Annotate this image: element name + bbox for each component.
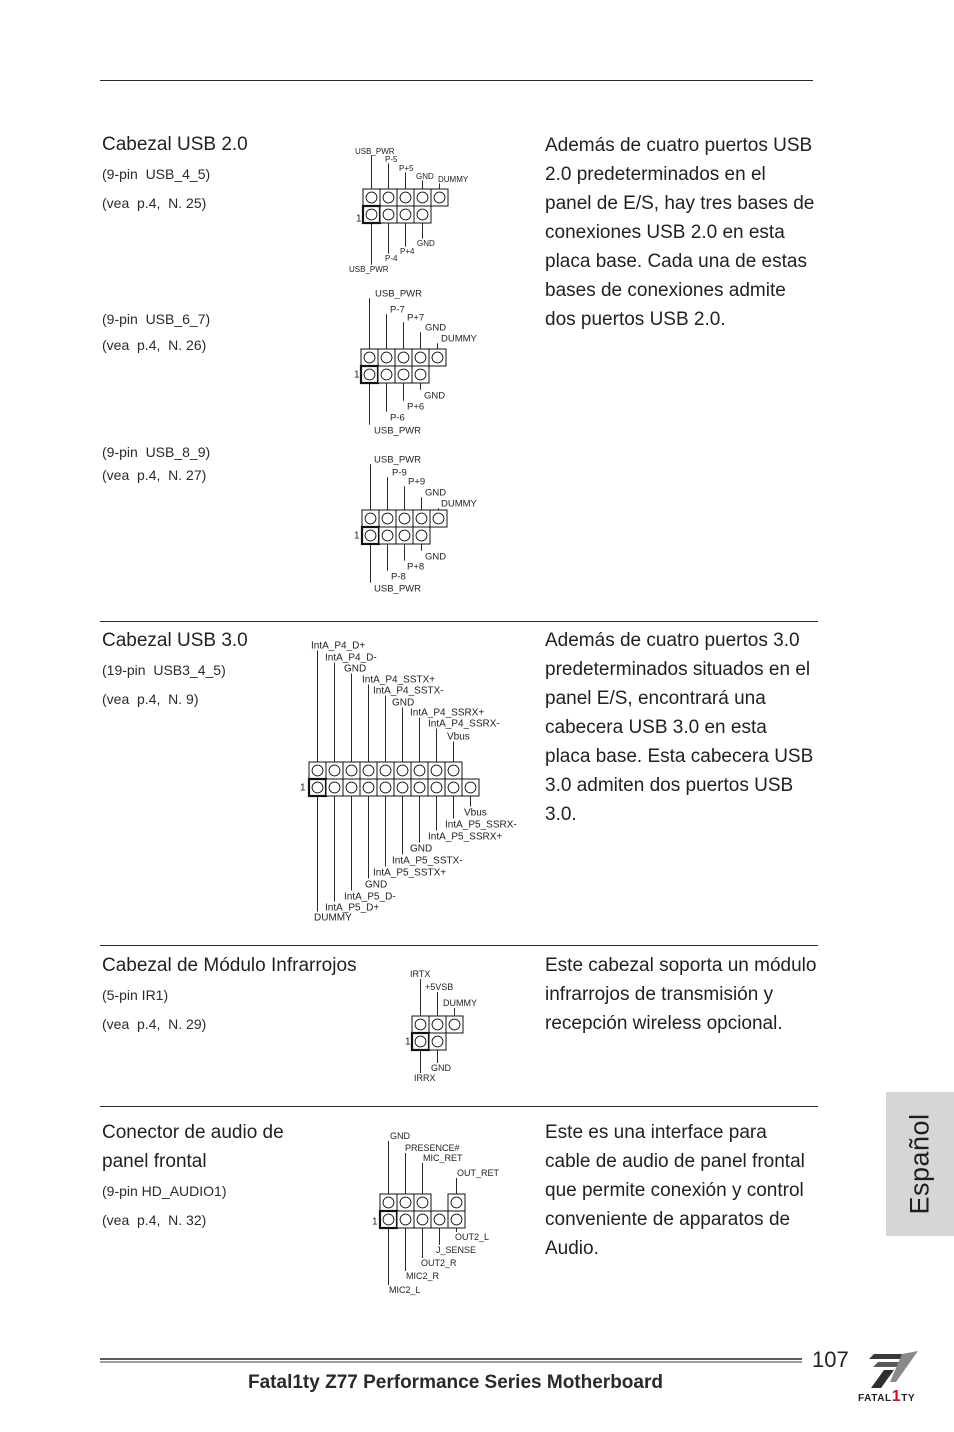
logo-wordmark-right: TY (901, 1393, 916, 1404)
pin-label: GND (390, 1131, 410, 1142)
pin (380, 1194, 397, 1211)
pin (429, 349, 446, 366)
pin-label: USB_PWR (374, 454, 421, 466)
pin-label: OUT2_L (455, 1232, 490, 1243)
usb2-header-2-ref: (vea p.4, N. 26) (102, 337, 207, 353)
pin (413, 527, 430, 544)
pin-label: DUMMY (438, 174, 469, 184)
pin (326, 779, 343, 796)
description-line: 3.0 admiten dos puertos USB (545, 775, 794, 796)
pin (428, 762, 445, 779)
pin (397, 1194, 414, 1211)
pin-label: IntA_P5_SSRX+ (428, 831, 503, 843)
pin-1 (361, 366, 378, 383)
pin-label: GND (424, 390, 446, 402)
pin (430, 510, 447, 527)
pin-1 (362, 527, 379, 544)
pin-label: P+6 (407, 401, 425, 413)
pin (380, 206, 397, 223)
pin (362, 510, 379, 527)
pin (343, 779, 360, 796)
usb3-pins: (19-pin USB3_4_5) (102, 662, 226, 678)
usb3-title: Cabezal USB 3.0 (102, 630, 248, 651)
pin (396, 510, 413, 527)
pin (411, 762, 428, 779)
pin-label: P+5 (399, 163, 414, 173)
pin (429, 1016, 446, 1033)
usb3-ref: (vea p.4, N. 9) (102, 691, 199, 707)
audio-title-line-1: Conector de audio de (102, 1122, 284, 1143)
pin-label: Vbus (447, 731, 470, 743)
description-line: dos puertos USB 2.0. (545, 309, 726, 330)
description-line: conexiones USB 2.0 en esta (545, 222, 785, 243)
description-line: placa base. Esta cabecera USB (545, 746, 814, 767)
pin-label: IntA_P4_D- (325, 652, 377, 664)
description-line: infrarrojos de transmisión y (545, 984, 774, 1005)
description-line: panel de E/S, hay tres bases de (545, 193, 815, 214)
pin-label: P-5 (385, 154, 398, 164)
pin-1-marker: 1 (354, 530, 360, 542)
pin (414, 189, 431, 206)
description-line: Además de cuatro puertos 3.0 (545, 630, 800, 651)
pin (309, 762, 326, 779)
pin-1 (309, 779, 326, 796)
pin (445, 762, 462, 779)
pin-label: DUMMY (314, 912, 352, 924)
pin-label: GND (416, 171, 434, 181)
pin-label: P+9 (408, 476, 426, 488)
fatal1ty-logo (852, 1348, 936, 1408)
footer-rule (100, 1358, 802, 1363)
language-tab (886, 1092, 954, 1236)
description-line: Este es una interface para (545, 1122, 767, 1143)
pin (446, 1016, 463, 1033)
pin-label: MIC2_L (389, 1285, 421, 1296)
pin (361, 349, 378, 366)
pin-label: GND (365, 879, 388, 891)
pin (380, 189, 397, 206)
pin (412, 366, 429, 383)
pin (397, 1211, 414, 1228)
usb2-header-1-pins: (9-pin USB_4_5) (102, 166, 211, 182)
pin-label: +5VSB (425, 982, 454, 993)
description-line: panel E/S, encontrará una (545, 688, 766, 709)
pin (360, 762, 377, 779)
pin-label: GND (425, 322, 447, 334)
pin-label: DUMMY (441, 498, 477, 510)
pin-label: GND (431, 1063, 451, 1074)
pin (395, 349, 412, 366)
pin (394, 779, 411, 796)
pin (429, 1033, 446, 1050)
pin-label: USB_PWR (375, 288, 422, 300)
pin-label: P-9 (392, 467, 407, 479)
pin-label: P-8 (391, 571, 406, 583)
description-line: 2.0 predeterminados en el (545, 164, 766, 185)
pin-label: GND (417, 238, 435, 248)
pin (397, 189, 414, 206)
pin-label: USB_PWR (374, 425, 421, 437)
pin-1-marker: 1 (354, 369, 360, 381)
pin (378, 349, 395, 366)
pin (326, 762, 343, 779)
pin-label: IntA_P4_SSRX- (428, 718, 500, 730)
pin (431, 189, 448, 206)
pin (414, 206, 431, 223)
pin (412, 1016, 429, 1033)
pin-1-marker: 1 (405, 1036, 411, 1048)
pin-label: P-6 (390, 412, 405, 424)
ir1-header-diagram (405, 969, 477, 1083)
pin-1-marker: 1 (372, 1216, 378, 1228)
pin-1 (380, 1211, 397, 1228)
pin-label: GND (425, 551, 447, 563)
pin-label: IntA_P4_D+ (311, 640, 366, 652)
pin-1 (412, 1033, 429, 1050)
description-line: placa base. Cada una de estas (545, 251, 807, 272)
pin-label: P+4 (400, 246, 415, 256)
description-line: recepción wireless opcional. (545, 1013, 783, 1034)
pin (360, 779, 377, 796)
logo-emblem-stem (871, 1370, 894, 1388)
language-tab-label: Español (904, 1113, 935, 1215)
pin-label: IntA_P5_D+ (325, 902, 380, 914)
pin-label: GND (392, 697, 415, 709)
ir-pins: (5-pin IR1) (102, 987, 169, 1003)
pin-1-marker: 1 (356, 213, 362, 225)
pin-label: IntA_P4_SSRX+ (410, 707, 485, 719)
audio-pins: (9-pin HD_AUDIO1) (102, 1183, 227, 1199)
pin-label: GND (410, 843, 433, 855)
description-line: conveniente de apparatos de (545, 1209, 791, 1230)
pin-label: MIC_RET (423, 1153, 463, 1164)
pin (379, 527, 396, 544)
pin-label: J_SENSE (436, 1245, 477, 1256)
pin (363, 189, 380, 206)
pin-label: DUMMY (441, 333, 477, 345)
pin-label: P-4 (385, 253, 398, 263)
description-line: predeterminados situados en el (545, 659, 811, 680)
pin-label: P+8 (407, 561, 425, 573)
description-line: cabecera USB 3.0 en esta (545, 717, 767, 738)
description-line: Audio. (545, 1238, 599, 1259)
pin-label: GND (425, 487, 447, 499)
pin-label: USB_PWR (355, 146, 395, 156)
pin-label: Vbus (464, 807, 487, 819)
pin (413, 510, 430, 527)
pin-label: GND (344, 663, 367, 675)
description-line: Este cabezal soporta un módulo (545, 955, 817, 976)
pin (343, 762, 360, 779)
pin (394, 762, 411, 779)
pin (397, 206, 414, 223)
pin (378, 366, 395, 383)
pin-label: DUMMY (443, 998, 477, 1009)
pin-label: IntA_P5_SSRX- (445, 819, 517, 831)
pin-label: IntA_P5_D- (344, 891, 396, 903)
pin (377, 762, 394, 779)
pin (396, 527, 413, 544)
pin (428, 779, 445, 796)
usb2-title: Cabezal USB 2.0 (102, 134, 248, 155)
pin-label: IntA_P4_SSTX- (373, 685, 444, 697)
logo-wordmark (858, 1388, 915, 1405)
pin (445, 779, 462, 796)
pin (414, 1194, 431, 1211)
description-line: Además de cuatro puertos USB (545, 135, 813, 156)
hd-audio1-header-diagram (372, 1131, 500, 1295)
pin (448, 1211, 465, 1228)
usb3-4-5-header-diagram (300, 641, 517, 924)
usb2-header-1-ref: (vea p.4, N. 25) (102, 195, 207, 211)
pin (448, 1194, 465, 1211)
pin-label: IRTX (410, 969, 431, 980)
description-line: cable de audio de panel frontal (545, 1151, 805, 1172)
pin (414, 1211, 431, 1228)
pin (379, 510, 396, 527)
pin (377, 779, 394, 796)
page-number: 107 (812, 1347, 849, 1372)
pin (462, 779, 479, 796)
description-line: que permite conexión y control (545, 1180, 804, 1201)
pin-1 (363, 206, 380, 223)
pin-label: IntA_P5_SSTX- (392, 855, 463, 867)
usb2-header-3-ref: (vea p.4, N. 27) (102, 467, 207, 483)
pin (411, 779, 428, 796)
pin (431, 1211, 448, 1228)
pin-label: OUT2_R (421, 1258, 457, 1269)
audio-ref: (vea p.4, N. 32) (102, 1212, 207, 1228)
usb2-header-3-pins: (9-pin USB_8_9) (102, 444, 211, 460)
pin-label: MIC2_R (406, 1271, 440, 1282)
audio-title-line-2: panel frontal (102, 1151, 207, 1172)
usb-8-9-header-diagram (354, 454, 478, 594)
logo-wordmark-one: 1 (891, 1388, 902, 1405)
pin-label: P-7 (390, 304, 405, 316)
pin-label: USB_PWR (349, 264, 389, 274)
pin (412, 349, 429, 366)
usb-4-5-header-diagram (349, 147, 469, 274)
pin-label: IntA_P5_SSTX+ (373, 867, 447, 879)
ir-title: Cabezal de Módulo Infrarrojos (102, 955, 357, 976)
pin-label: IntA_P4_SSTX+ (362, 674, 436, 686)
description-line: bases de conexiones admite (545, 280, 786, 301)
pin (395, 366, 412, 383)
ir-ref: (vea p.4, N. 29) (102, 1016, 207, 1032)
pin-1-marker: 1 (300, 782, 306, 794)
description-line: 3.0. (545, 804, 577, 825)
usb2-header-2-pins: (9-pin USB_6_7) (102, 311, 211, 327)
pin-label: OUT_RET (457, 1168, 500, 1179)
product-name: Fatal1ty Z77 Performance Series Motherboard (248, 1372, 663, 1393)
pin-label: P+7 (407, 312, 425, 324)
pin-label: PRESENCE# (405, 1143, 460, 1154)
pin-label: USB_PWR (374, 583, 421, 595)
pin-label: IRRX (414, 1073, 436, 1084)
logo-wordmark-left: FATAL (858, 1393, 892, 1404)
usb-6-7-header-diagram (354, 288, 478, 436)
